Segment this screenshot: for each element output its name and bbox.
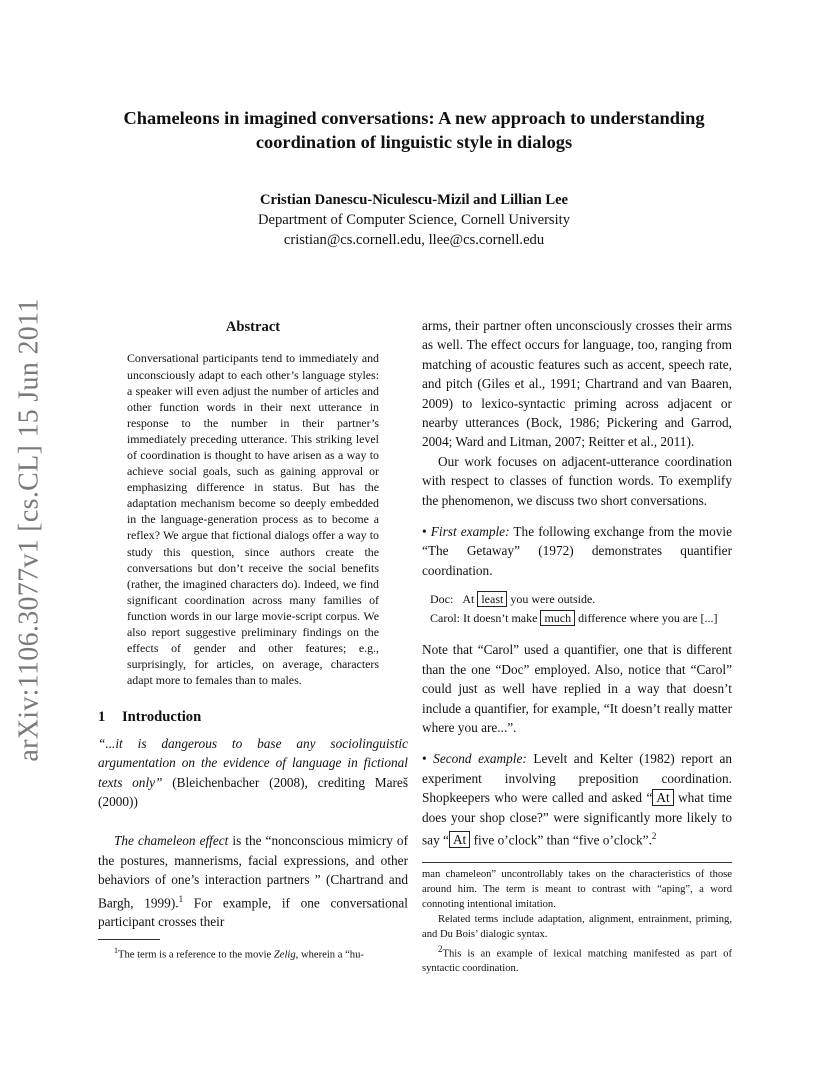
dialog-line-carol (430, 609, 732, 628)
speaker-doc: Doc: (430, 592, 454, 607)
footnote-ref-1[interactable]: 1 (178, 893, 184, 904)
author-block (90, 190, 738, 250)
section-number: 1 (98, 709, 106, 726)
carol-pre: It doesn’t make (463, 611, 538, 626)
epigraph-quote-text: “...it is dangerous to base any sociolinguistic argumentation on the evidence of language in fictional texts only” (98, 735, 408, 790)
dialog-line-doc (430, 590, 732, 609)
author-names: Cristian Danescu-Niculescu-Mizil and Lillian Lee (259, 192, 569, 208)
second-example-text-3: five o’clock” than “five o’clock”. (470, 832, 652, 848)
paper-title (90, 106, 738, 154)
speaker-carol: Carol: (430, 611, 460, 626)
boxed-word-least: least (477, 591, 507, 607)
note-paragraph: Note that “Carol” used a quantifier, one that is different than the one “Doc” employed. Also, notice that “Carol” could just as well have replied in a way that doesn’t include a quantifier, for example, “It doesn’t really matter where you are...”. (422, 642, 732, 735)
second-example-paragraph (422, 749, 732, 849)
footnote-2-mark: 2 (438, 943, 443, 954)
boxed-word-at-2: At (449, 831, 470, 848)
footnote-1-text-after: , wherein a “hu- (295, 949, 364, 961)
abstract-text: Conversational participants tend to immediately and unconsciously adapt to each other’s language styles: a speaker will even adjust the number of articles and other function words in their next utterance in response to the number in their partner’s immediately preceding utterance. This striking level of coordination is thought to have arisen as a way to achieve social goals, such as gaining approval or emphasizing difference in status. But has the adaptation mechanism become so deeply embedded in the language-generation process as to become a reflex? We argue that fictional dialogs offer a way to study this question, since authors create the conversations but don’t receive the social benefits (rather, the imagined characters do). Indeed, we find significant coordination across many families of function words in our large movie-script corpus. We also report suggestive preliminary findings on the effects of gender and other features; e.g., surprisingly, for articles, on average, characters adapt more to females than to males. (127, 351, 379, 688)
footnote-1 (98, 943, 408, 963)
carol-post: difference where you are [...] (578, 611, 718, 626)
arxiv-identifier (10, 300, 50, 760)
work-paragraph: Our work focuses on adjacent-utterance coordination with respect to classes of function words. To exemplify the phenomenon, we discuss two short conversations. (422, 453, 732, 508)
title-line-1: Chameleons in imagined conversations: A new approach to understanding (123, 108, 705, 128)
footnote-rule (98, 939, 160, 940)
footnote-1-mark: 1 (114, 945, 118, 955)
footnote-ref-2[interactable]: 2 (651, 830, 657, 841)
boxed-word-at-1: At (652, 789, 673, 806)
author-affiliation: Department of Computer Science, Cornell University (257, 212, 571, 228)
footnote-rule-right (422, 862, 732, 863)
doc-pre: At (462, 592, 475, 607)
continuation-paragraph: arms, their partner often unconsciously crosses their arms as well. The effect occurs for language, too, ranging from matching of acoustic features such as accent, speech rate, and pitch (Giles et al., 1991; Chartrand and van Baaren, 2009) to lexico-syntactic priming across adjacent or nearby utterances (Bock, 1986; Pickering and Garrod, 2004; Ward and Litman, 2007; Reitter et al., 2011). (422, 318, 732, 450)
bullet-icon: • (422, 751, 427, 767)
abstract-heading: Abstract (225, 319, 281, 335)
epigraph-citation: (Bleichenbacher (2008), crediting Mareš (2000)) (98, 774, 408, 809)
footnote-2-text: This is an example of lexical matching manifested as part of syntactic coordination. (422, 948, 732, 975)
section-heading-introduction (98, 708, 408, 727)
footnote-2 (422, 942, 732, 977)
dialog-example (430, 590, 732, 628)
boxed-word-much: much (540, 610, 575, 626)
chameleon-effect-term: The chameleon effect (114, 833, 229, 849)
second-example-text-1: Levelt and Kelter (1982) report an experiment involving preposition coordination. Shopkeepers who were called and asked “ (422, 751, 732, 806)
second-example-text-2: what time does your shop close?” were significantly more likely to say “ (422, 790, 732, 848)
footnote-1-related: Related terms include adaptation, alignment, entrainment, priming, and Du Bois’ dialogic syntax. (422, 913, 732, 940)
first-example-paragraph (422, 522, 732, 580)
section-title: Introduction (122, 709, 202, 726)
first-example-label: First example: (430, 524, 510, 540)
first-example-text: The following exchange from the movie “The Getaway” (1972) demonstrates quantifier coordination. (422, 524, 732, 578)
left-column (98, 318, 408, 962)
epigraph-quote (98, 734, 408, 812)
footnote-1-italic: Zelig (273, 949, 296, 961)
doc-post: you were outside. (510, 592, 596, 607)
footnote-1-continuation: man chameleon” uncontrollably takes on the characteristics of those around him. The term is meant to contrast with “aping”, a word connoting intentional imitation. (422, 868, 732, 910)
right-column (422, 316, 732, 976)
second-example-label: Second example: (433, 751, 527, 767)
intro-paragraph-text: is the “nonconscious mimicry of the postures, mannerisms, facial expressions, and other behaviors of one’s interaction partners ” (Chartrand and Bargh, 1999). (98, 833, 408, 911)
bullet-icon: • (422, 524, 427, 540)
title-line-2: coordination of linguistic style in dialogs (255, 132, 573, 152)
author-emails: cristian@cs.cornell.edu, llee@cs.cornell.edu (283, 232, 545, 248)
arxiv-identifier-text: arXiv:1106.3077v1 [cs.CL] 15 Jun 2011 (14, 298, 46, 762)
intro-paragraph-tail: For example, if one conversational participant crosses their (98, 895, 409, 930)
intro-paragraph (98, 831, 408, 931)
footnote-1-text: The term is a reference to the movie (118, 949, 274, 961)
